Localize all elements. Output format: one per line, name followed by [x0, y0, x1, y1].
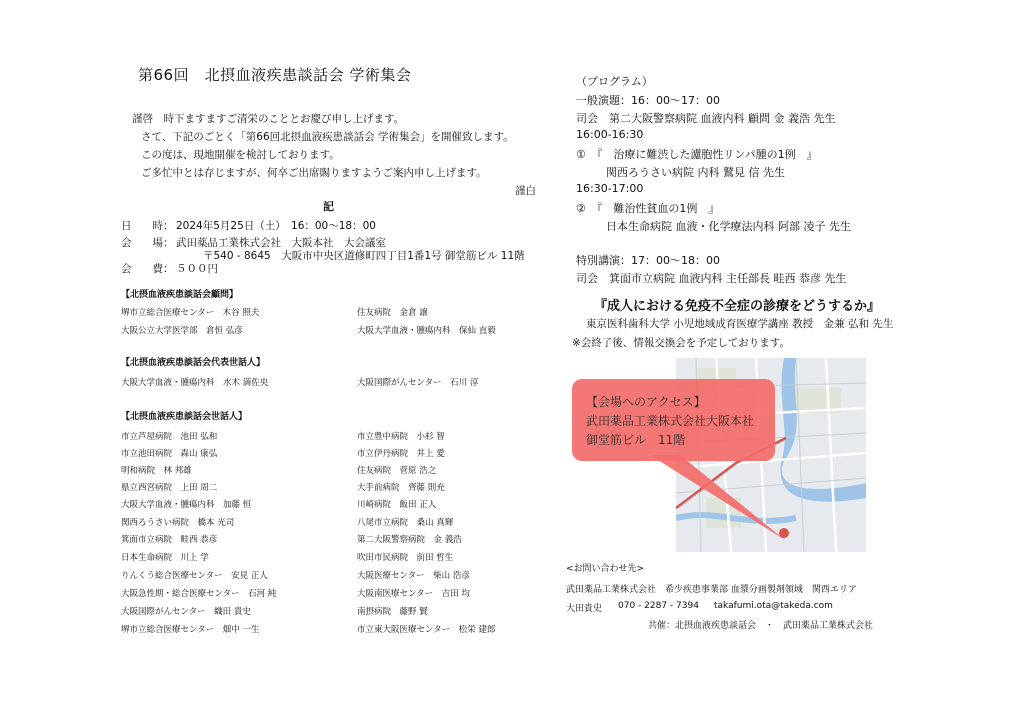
organizers-heading: 【北摂血液疾患談話会世話人】 — [121, 412, 248, 422]
organizer-right: 大阪医療センター 柴山 浩彦 — [357, 571, 470, 581]
ki-heading: 記 — [323, 200, 334, 213]
organizer-right: 大阪南医療センター 吉田 均 — [357, 589, 470, 599]
contact-phone: 070 - 2287 - 7394 — [618, 601, 699, 611]
date-value: 2024年5月25日（土） 16：00〜18：00 — [176, 220, 376, 232]
time-slot-1: 16:00-16:30 — [576, 128, 644, 141]
organizer-left: 県立西宮病院 上田 周二 — [121, 483, 218, 493]
contact-person: 大田貴史 — [566, 604, 603, 614]
representatives-heading: 【北摂血液疾患談話会代表世話人】 — [121, 358, 266, 368]
access-line-1: 武田薬品工業株式会社大阪本社 — [586, 414, 755, 428]
program-note: ※会終了後、情報交換会を予定しております。 — [572, 337, 790, 349]
general-session: 一般演題：16：00〜17：00 — [576, 94, 720, 107]
greeting-closing: 謹白 — [515, 185, 536, 197]
callout-pointer — [640, 455, 790, 545]
organizer-left: 日本生命病院 川上 学 — [121, 553, 209, 563]
advisor-right: 大阪大学血液・腫瘍内科 保仙 直毅 — [357, 326, 496, 336]
lecturer: 東京医科歯科大学 小児地域成育医療学講座 教授 金兼 弘和 先生 — [586, 318, 894, 330]
organizer-right: 住友病院 菅原 浩之 — [357, 466, 437, 476]
organizer-right: 第二大阪警察病院 金 義浩 — [357, 535, 462, 545]
organizer-right: 吹田市民病院 前田 哲生 — [357, 553, 454, 563]
venue-label: 会 場： — [121, 237, 174, 249]
special-lecture: 特別講演：17：00〜18：00 — [576, 254, 720, 267]
organizer-right: 川崎病院 飯田 正人 — [357, 500, 437, 510]
talk-2-title: ② 『 難治性貧血の1例 』 — [576, 202, 720, 215]
chair-2: 司会 箕面市立病院 血液内科 主任部長 畦西 恭彦 先生 — [576, 272, 847, 285]
organizer-right: 八尾市立病院 桑山 真輝 — [357, 518, 454, 528]
venue-address: 〒540 - 8645 大阪市中央区道修町四丁目1番1号 御堂筋ビル 11階 — [203, 250, 525, 262]
access-callout — [572, 379, 775, 461]
access-line-2: 御堂筋ビル 11階 — [586, 433, 686, 447]
organizer-left: 市立芦屋病院 池田 弘和 — [121, 432, 218, 442]
lecture-title: 『成人における免疫不全症の診療をどうするか』 — [594, 299, 881, 314]
organizer-left: 明和病院 林 邦雄 — [121, 466, 192, 476]
contact-email[interactable]: takafumi.ota@takeda.com — [714, 601, 833, 611]
organizer-left: 堺市立総合医療センター 畑中 一生 — [121, 625, 260, 635]
access-heading: 【会場へのアクセス】 — [586, 395, 706, 409]
organizer-left: 市立池田病院 森山 康弘 — [121, 449, 218, 459]
greeting-line-1: 謹啓 時下ますますご清栄のこととお慶び申し上げます。 — [132, 113, 405, 125]
contact-company: 武田薬品工業株式会社 希少疾患事業部 血漿分画製剤領域 関西エリア — [566, 585, 857, 595]
organizer-left: 箕面市立病院 畦西 恭彦 — [121, 535, 218, 545]
greeting-line-4: ご多忙中とは存じますが、何卒ご出席賜りますようご案内申し上げます。 — [141, 167, 487, 179]
sponsor-line: 共催：北摂血液疾患談話会 ・ 武田薬品工業株式会社 — [648, 621, 874, 631]
organizer-left: 関西ろうさい病院 橋本 光司 — [121, 518, 235, 528]
program-heading: （プログラム） — [576, 75, 653, 88]
representative-right: 大阪国際がんセンター 石川 淳 — [357, 378, 479, 388]
advisor-left: 大阪公立大学医学部 倉恒 弘彦 — [121, 326, 243, 336]
organizer-right: 市立伊丹病院 井上 愛 — [357, 449, 445, 459]
organizer-left: 大阪大学血液・腫瘍内科 加藤 恒 — [121, 500, 252, 510]
greeting-line-3: この度は、現地開催を検討しております。 — [141, 149, 340, 161]
organizer-right: 市立東大阪医療センター 松栄 建郎 — [357, 625, 496, 635]
date-label: 日 時： — [121, 220, 174, 232]
organizer-right: 南摂病院 藤野 賢 — [357, 607, 428, 617]
advisor-right: 住友病院 金倉 譲 — [357, 308, 428, 318]
advisor-left: 堺市立総合医療センター 木谷 照夫 — [121, 308, 260, 318]
advisors-heading: 【北摂血液疾患談話会顧問】 — [121, 290, 239, 300]
time-slot-2: 16:30-17:00 — [576, 182, 644, 195]
contact-heading: <お問い合わせ先> — [566, 564, 645, 574]
talk-1-speaker: 関西ろうさい病院 内科 鷲見 信 先生 — [606, 166, 785, 179]
organizer-left: 大阪国際がんセンター 織田 貴史 — [121, 607, 251, 617]
chair-1: 司会 第二大阪警察病院 血液内科 顧問 金 義浩 先生 — [576, 112, 836, 125]
talk-1-title: ① 『 治療に難渋した濾胞性リンパ腫の1例 』 — [576, 148, 818, 161]
organizer-left: 大阪急性期・総合医療センター 石河 純 — [121, 589, 277, 599]
page-title: 第66回 北摂血液疾患談話会 学術集会 — [138, 66, 412, 84]
fee-label: 会 費： — [121, 263, 174, 275]
venue-value: 武田薬品工業株式会社 大阪本社 大会議室 — [176, 237, 386, 249]
representative-left: 大阪大学血液・腫瘍内科 水木 満佐央 — [121, 378, 269, 388]
organizer-right: 大手前病院 齊藤 則充 — [357, 483, 445, 493]
talk-2-speaker: 日本生命病院 血液・化学療法内科 阿部 凌子 先生 — [606, 220, 851, 233]
greeting-line-2: さて、下記のごとく「第66回北摂血液疾患談話会 学術集会」を開催致します。 — [141, 131, 514, 143]
organizer-right: 市立豊中病院 小杉 智 — [357, 432, 445, 442]
fee-value: ５００円 — [176, 263, 218, 275]
organizer-left: りんくう総合医療センター 安見 正人 — [121, 571, 268, 581]
